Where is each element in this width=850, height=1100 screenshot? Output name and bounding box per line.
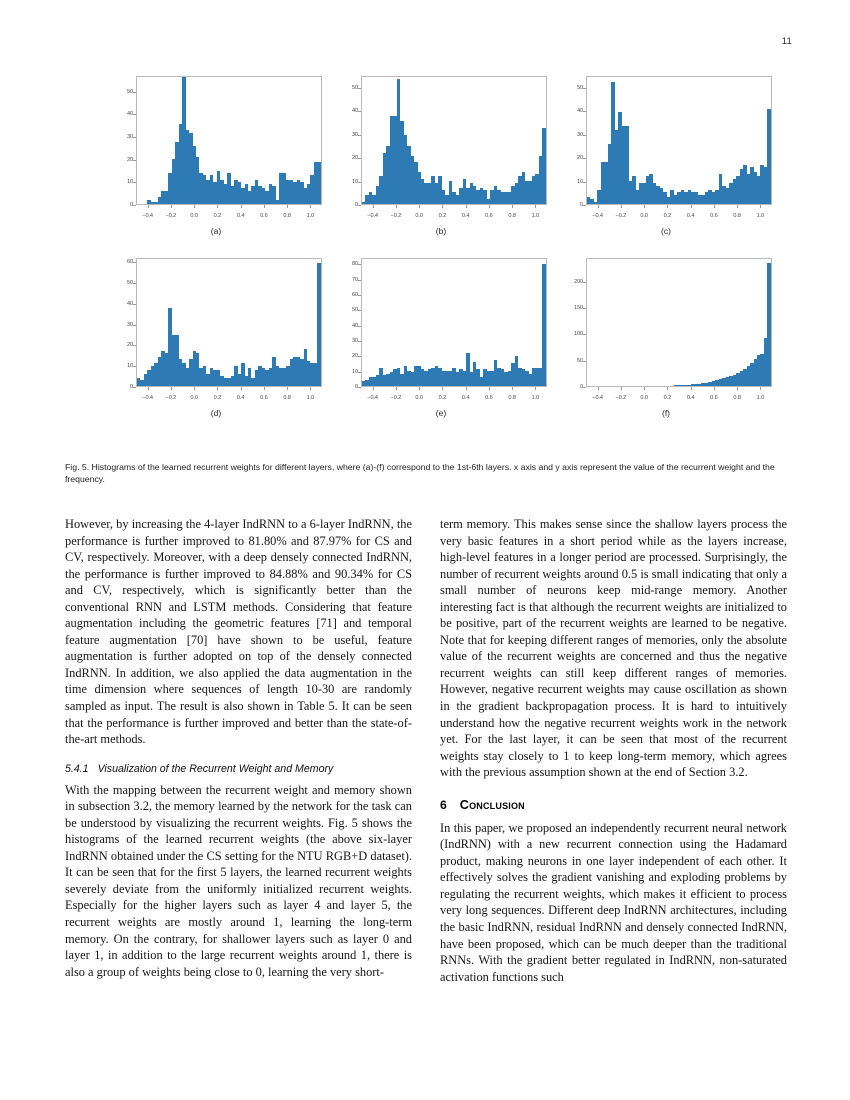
bars-d: [137, 259, 321, 386]
bars-c: [587, 77, 771, 204]
x-tick-label: −0.4: [367, 213, 378, 219]
x-tick-label: 0.8: [733, 395, 741, 401]
x-tick-mark: [419, 387, 420, 390]
x-tick-label: −0.2: [615, 395, 627, 401]
y-tick-mark: [583, 361, 586, 362]
y-tick-label: 10: [126, 363, 133, 370]
x-tick-label: −0.2: [615, 213, 627, 219]
y-tick-mark: [583, 334, 586, 335]
y-tick-label: 30: [351, 337, 358, 344]
histogram-e: [333, 254, 549, 407]
x-tick-label: 0.8: [508, 213, 516, 219]
x-tick-label: 0.2: [213, 213, 222, 219]
plot-frame-c: [586, 76, 772, 205]
y-tick-mark: [583, 182, 586, 183]
x-tick-mark: [737, 387, 738, 390]
y-tick-label: 10: [351, 178, 358, 185]
y-tick-label: 0: [579, 202, 583, 208]
x-tick-label: 1.0: [531, 213, 540, 219]
x-tick-label: 1.0: [756, 395, 765, 401]
x-tick-mark: [194, 387, 195, 390]
x-tick-mark: [310, 205, 311, 208]
x-tick-mark: [667, 205, 668, 208]
x-tick-mark: [373, 387, 374, 390]
histogram-c: [558, 72, 774, 225]
y-tick-label: 30: [351, 131, 358, 138]
x-tick-label: 0.0: [415, 395, 423, 401]
y-tick-mark: [583, 308, 586, 309]
x-tick-label: −0.4: [142, 395, 153, 401]
histogram-bar: [317, 263, 320, 386]
histogram-b: [333, 72, 549, 225]
plot-frame-f: [586, 258, 772, 387]
y-tick-label: 20: [351, 353, 358, 360]
figure-panel-e: [333, 254, 549, 420]
y-tick-label: 0: [129, 384, 133, 390]
x-tick-label: 0.2: [438, 395, 447, 401]
x-tick-mark: [241, 205, 242, 208]
y-tick-mark: [358, 341, 361, 342]
x-tick-mark: [489, 387, 490, 390]
x-tick-mark: [598, 387, 599, 390]
y-tick-mark: [133, 114, 136, 115]
plot-frame-b: [361, 76, 547, 205]
y-tick-label: 60: [351, 291, 358, 298]
x-tick-label: 1.0: [306, 213, 315, 219]
y-tick-mark: [133, 182, 136, 183]
figure-panel-label-f: (f): [661, 408, 671, 418]
y-tick-label: 30: [126, 134, 133, 141]
x-tick-mark: [148, 205, 149, 208]
x-tick-mark: [148, 387, 149, 390]
page-number: 11: [781, 36, 792, 47]
x-tick-label: −0.2: [165, 395, 177, 401]
x-tick-label: 0.6: [710, 395, 718, 401]
x-tick-label: 0.6: [485, 213, 493, 219]
y-tick-mark: [583, 135, 586, 136]
x-tick-mark: [737, 205, 738, 208]
plot-frame-d: [136, 258, 322, 387]
right-paragraph-1: term memory. This makes sense since the shallow layers process the very basic features in a short period while as the layers increase, high-level features in a longer period are processed. Surprisingly, the number of recurrent weights around 0.5 is small indicating that only a small number of neurons keep mid-range memory. Another interesting fact is that although the recurrent weights are initialized to be positive, part of the recurrent weights are learned to be negative. Note that for keeping different ranges of memories, only the absolute value of the recurrent weights are concerned and thus the negative recurrent weights can still keep different ranges of memories. However, negative recurrent weights may cause oscillation as shown in the gradient backpropagation process. It is hard to intuitively understand how the negative recurrent weights work in the network yet. For the last layer, it can be seen that most of the recurrent weights stay closely to 1 to keep long-term memory, which agrees with the previous assumption shown at the end of Section 3.2.: [440, 517, 787, 780]
x-tick-mark: [419, 205, 420, 208]
x-tick-label: −0.2: [390, 395, 402, 401]
y-tick-label: 40: [126, 111, 133, 118]
subsection-title: Visualization of the Recurrent Weight and Memory: [97, 762, 334, 775]
plot-frame-e: [361, 258, 547, 387]
left-paragraph-2: With the mapping between the recurrent weight and memory shown in subsection 3.2, the memory learned by the network for the task can be understood by visualizing the recurrent weights. Fig. 5 shows the histograms of the learned recurrent weights (the above six-layer IndRNN obtained under the CS setting for the NTU RGB+D dataset). It can be seen that for the first 5 layers, the learned recurrent weights severely deviate from the uniformly initialized recurrent weights. Especially for the higher layers such as layer 4 and layer 5, the recurrent weights are mostly around 1, learning the long-term memory. On the contrary, for shallower layers such as layer 0 and layer 1, in addition to the large recurrent weights around 1, there is also a group of weights being close to 0, learning the very short-: [65, 782, 412, 979]
section-number: 6: [440, 797, 447, 812]
x-tick-mark: [466, 205, 467, 208]
x-tick-mark: [466, 387, 467, 390]
bars-b: [362, 77, 546, 204]
x-tick-mark: [714, 387, 715, 390]
x-tick-label: 1.0: [756, 213, 765, 219]
y-tick-label: 0: [354, 202, 358, 208]
x-tick-label: 0.4: [236, 395, 245, 401]
section-title: Conclusion: [459, 797, 525, 812]
figure-panel-label-c: (c): [661, 226, 671, 236]
figure-panel-b: [333, 72, 549, 238]
y-tick-mark: [358, 111, 361, 112]
histogram-bar: [542, 264, 545, 386]
histogram-bar: [767, 109, 770, 204]
y-tick-label: 50: [576, 357, 583, 364]
x-tick-mark: [760, 387, 761, 390]
x-tick-mark: [287, 205, 288, 208]
x-tick-mark: [644, 205, 645, 208]
y-tick-label: 150: [573, 305, 583, 312]
figure-5: [108, 72, 776, 426]
y-tick-mark: [358, 310, 361, 311]
x-tick-label: −0.4: [592, 213, 603, 219]
y-tick-label: 50: [576, 84, 583, 91]
x-tick-label: −0.2: [165, 213, 177, 219]
x-tick-mark: [396, 387, 397, 390]
histogram-bar: [317, 162, 320, 204]
y-tick-mark: [358, 205, 361, 206]
figure-row-top: [108, 72, 776, 238]
y-tick-label: 10: [576, 178, 583, 185]
bars-f: [587, 259, 771, 386]
y-tick-label: 20: [351, 155, 358, 162]
x-tick-mark: [264, 205, 265, 208]
y-tick-mark: [133, 137, 136, 138]
x-tick-mark: [512, 205, 513, 208]
y-tick-mark: [358, 158, 361, 159]
bars-a: [137, 77, 321, 204]
x-tick-mark: [241, 387, 242, 390]
left-paragraph-1: However, by increasing the 4-layer IndRNN to a 6-layer IndRNN, the performance is further improved to 81.80% and 87.97% for CS and CV, respectively. Moreover, with a deep densely connected IndRNN, the performance is further improved to 84.88% and 90.34% for CS and CV, respectively, which is significantly better than the conventional RNN and LSTM methods. Considering that feature augmentation including the geometric features [71] and temporal feature augmentation [70] have shown to be useful, feature augmentation is further adopted on top of the densely connected IndRNN. In addition, we also applied the data augmentation in the time dimension where sequences of length 10-30 are randomly sampled as input. The result is also shown in Table 5. It can be seen that the performance is further improved and better than the state-of-the-art methods.: [65, 517, 412, 747]
x-tick-mark: [535, 205, 536, 208]
y-tick-label: 50: [126, 279, 133, 286]
y-tick-mark: [133, 262, 136, 263]
x-tick-label: 0.4: [461, 213, 470, 219]
x-tick-label: 0.4: [236, 213, 245, 219]
bars-e: [362, 259, 546, 386]
x-tick-mark: [691, 387, 692, 390]
x-tick-mark: [217, 205, 218, 208]
x-tick-label: 0.6: [485, 395, 493, 401]
y-tick-mark: [583, 158, 586, 159]
y-tick-label: 40: [576, 108, 583, 115]
y-tick-mark: [358, 264, 361, 265]
y-tick-label: 0: [354, 384, 358, 390]
figure-panel-d: [108, 254, 324, 420]
y-tick-mark: [133, 345, 136, 346]
y-tick-label: 30: [126, 321, 133, 328]
figure-caption: Fig. 5. Histograms of the learned recurrent weights for different layers, where (a)-(f) correspond to the 1st-6th layers. x axis and y axis represent the value of the recurrent weight and the frequency.: [65, 462, 775, 484]
y-tick-mark: [583, 111, 586, 112]
y-tick-mark: [358, 135, 361, 136]
x-tick-label: 0.8: [283, 395, 291, 401]
x-tick-mark: [667, 387, 668, 390]
y-tick-label: 20: [126, 342, 133, 349]
y-tick-label: 20: [126, 156, 133, 163]
x-tick-label: 0.0: [415, 213, 423, 219]
y-tick-mark: [133, 325, 136, 326]
y-tick-label: 10: [126, 179, 133, 186]
x-tick-label: 0.8: [283, 213, 291, 219]
x-tick-label: −0.4: [367, 395, 378, 401]
figure-row-bottom: [108, 254, 776, 420]
x-tick-label: 0.6: [260, 395, 268, 401]
x-tick-label: −0.4: [592, 395, 603, 401]
y-tick-label: 40: [351, 322, 358, 329]
histogram-bar: [767, 263, 770, 386]
x-tick-mark: [621, 205, 622, 208]
x-tick-label: 0.0: [640, 213, 648, 219]
figure-panel-c: [558, 72, 774, 238]
histogram-f: [558, 254, 774, 407]
x-tick-label: 0.4: [461, 395, 470, 401]
y-tick-mark: [358, 372, 361, 373]
y-tick-mark: [133, 283, 136, 284]
y-tick-label: 0: [129, 202, 133, 208]
x-tick-label: 0.0: [190, 213, 198, 219]
x-tick-mark: [310, 387, 311, 390]
y-tick-mark: [358, 356, 361, 357]
y-tick-label: 100: [573, 331, 583, 338]
histogram-bar: [542, 128, 545, 204]
figure-panel-f: [558, 254, 774, 420]
x-tick-mark: [760, 205, 761, 208]
y-tick-mark: [133, 92, 136, 93]
y-tick-label: 0: [579, 384, 583, 390]
body-columns: [65, 516, 787, 985]
x-tick-mark: [287, 387, 288, 390]
y-tick-label: 50: [351, 84, 358, 91]
y-tick-mark: [358, 88, 361, 89]
y-tick-mark: [133, 387, 136, 388]
subsection-heading: [65, 763, 412, 775]
figure-panel-a: [108, 72, 324, 238]
figure-panel-label-b: (b): [435, 226, 447, 236]
right-column: [440, 516, 787, 985]
y-tick-mark: [358, 326, 361, 327]
y-tick-mark: [133, 366, 136, 367]
x-tick-label: 0.4: [686, 395, 695, 401]
y-tick-mark: [583, 88, 586, 89]
x-tick-label: −0.4: [142, 213, 153, 219]
x-tick-mark: [217, 387, 218, 390]
y-tick-label: 60: [126, 259, 133, 266]
y-tick-label: 20: [576, 155, 583, 162]
y-tick-mark: [133, 160, 136, 161]
x-tick-label: −0.2: [390, 213, 402, 219]
x-tick-label: 0.6: [710, 213, 718, 219]
y-tick-label: 40: [126, 300, 133, 307]
x-tick-label: 0.2: [663, 395, 672, 401]
y-tick-label: 30: [576, 131, 583, 138]
left-column: [65, 516, 412, 985]
y-tick-label: 10: [351, 368, 358, 375]
x-tick-label: 0.8: [508, 395, 516, 401]
y-tick-mark: [358, 387, 361, 388]
x-tick-mark: [171, 205, 172, 208]
x-tick-label: 0.6: [260, 213, 268, 219]
x-tick-label: 0.4: [686, 213, 695, 219]
section-heading: [440, 798, 787, 812]
x-tick-mark: [442, 387, 443, 390]
x-tick-mark: [621, 387, 622, 390]
x-tick-mark: [691, 205, 692, 208]
x-tick-mark: [489, 205, 490, 208]
y-tick-mark: [358, 182, 361, 183]
y-tick-mark: [133, 205, 136, 206]
subsection-number: 5.4.1: [65, 762, 89, 775]
y-tick-label: 50: [126, 88, 133, 95]
figure-panel-label-d: (d): [210, 408, 222, 418]
y-tick-mark: [133, 304, 136, 305]
x-tick-mark: [171, 387, 172, 390]
x-tick-label: 0.2: [438, 213, 447, 219]
y-tick-mark: [583, 387, 586, 388]
x-tick-mark: [264, 387, 265, 390]
x-tick-label: 0.2: [213, 395, 222, 401]
x-tick-mark: [535, 387, 536, 390]
x-tick-mark: [644, 387, 645, 390]
histogram-a: [108, 72, 324, 225]
x-tick-mark: [194, 205, 195, 208]
plot-frame-a: [136, 76, 322, 205]
x-tick-label: 0.0: [190, 395, 198, 401]
x-tick-mark: [442, 205, 443, 208]
x-tick-mark: [373, 205, 374, 208]
x-tick-label: 0.8: [733, 213, 741, 219]
figure-panel-label-e: (e): [435, 408, 447, 418]
right-paragraph-2: In this paper, we proposed an independently recurrent neural network (IndRNN) with a new recurrent connection using the Hadamard product, making neurons in one layer independent of each other. It effectively solves the gradient vanishing and exploding problems by regulating the recurrent weights, which makes it efficient to process very long sequences. Different deep IndRNN architectures, including the basic IndRNN, residual IndRNN and densely connected IndRNN, have been proposed, which can be much deeper than the traditional RNNs. With the gradient better regulated in IndRNN, non-saturated activation functions such: [440, 820, 787, 984]
x-tick-mark: [714, 205, 715, 208]
x-tick-label: 0.2: [663, 213, 672, 219]
y-tick-mark: [583, 282, 586, 283]
x-tick-label: 1.0: [531, 395, 540, 401]
x-tick-mark: [396, 205, 397, 208]
y-tick-mark: [358, 280, 361, 281]
y-tick-mark: [358, 295, 361, 296]
x-tick-label: 0.0: [640, 395, 648, 401]
y-tick-label: 80: [351, 261, 358, 268]
x-tick-mark: [512, 387, 513, 390]
y-tick-label: 200: [573, 278, 583, 285]
x-tick-label: 1.0: [306, 395, 315, 401]
figure-panel-label-a: (a): [210, 226, 222, 236]
y-tick-mark: [583, 205, 586, 206]
y-tick-label: 50: [351, 307, 358, 314]
histogram-d: [108, 254, 324, 407]
x-tick-mark: [598, 205, 599, 208]
y-tick-label: 40: [351, 108, 358, 115]
y-tick-label: 70: [351, 276, 358, 283]
